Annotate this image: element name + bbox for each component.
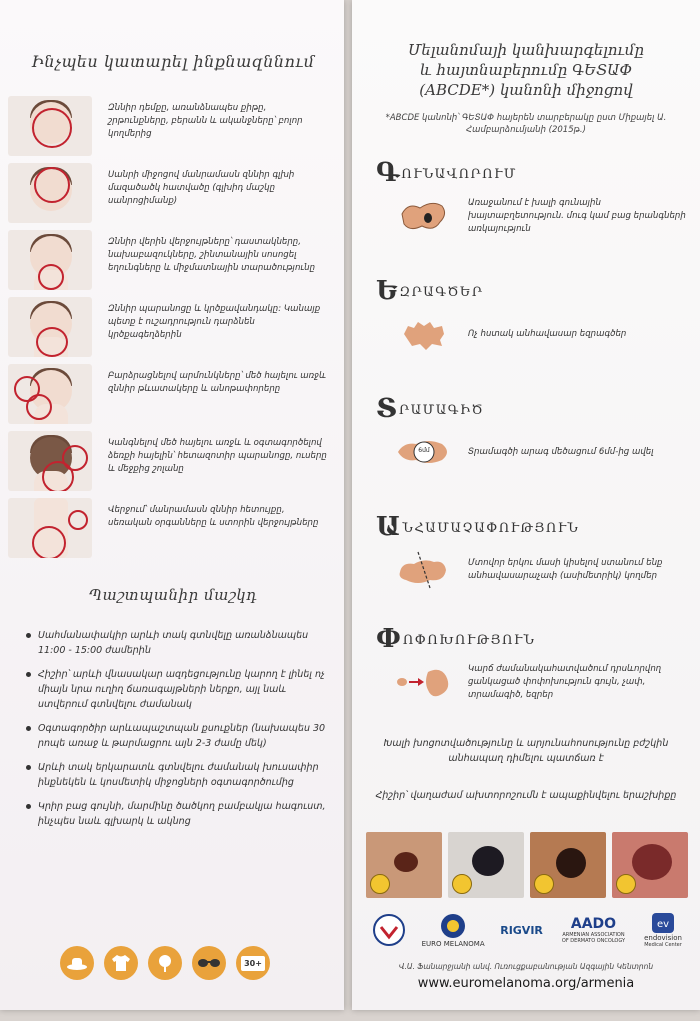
protection-tips (26, 628, 326, 838)
step-text: Վերջում՝ մանրամասն զննիր հետույքը, սեռական օրգանները և ստորին վերջույթները (108, 505, 319, 528)
tip-item: Սահմանափակիր արևի տակ գտնվելը առանձնապես 11:00 - 15:00 ժամերին (26, 628, 326, 658)
exam-step-scalp (8, 163, 338, 230)
exam-step-arms (8, 230, 338, 297)
title-line: Մելանոմայի կանխարգելումը (407, 41, 645, 59)
hat-icon (60, 946, 94, 980)
protection-icons (60, 946, 270, 980)
exam-step-back (8, 431, 338, 498)
criterion-title: ԱՆՀԱՄԱՉԱՓՈՒԹՅՈՒՆ (376, 512, 580, 542)
oncology-center-logo (372, 913, 406, 947)
organization-name: Վ.Ա. Ֆանարջյանի անվ. Ուռուցքաբանության Ազգային Կենտրոն (398, 962, 654, 971)
title-line: (ABCDE*) կանոնի միջոցով (419, 81, 633, 99)
protection-title: Պաշտպանիր մաշկդ (88, 586, 258, 604)
step-text: Կանգնելով մեծ հայելու առջև և օգտագործելով ձեռքի հայելին՝ հետազոտիր պարանոցը, ուսերը և մեջքից շոլանը (108, 438, 327, 474)
step-illustration (8, 163, 92, 223)
exam-step-legs (8, 498, 338, 565)
exam-step-armpits (8, 364, 338, 431)
title-line: և հայտնաբերումը ԳԵՏԱՓ (420, 61, 632, 79)
website-link[interactable]: www.euromelanoma.org/armenia (417, 976, 635, 991)
abcde-title (352, 40, 700, 100)
criterion-text: Տրամագծի արագ մեծացում 6մմ-ից ավել (468, 446, 654, 457)
irregular-mole-icon (394, 196, 454, 236)
early-detection-note: Հիշիր՝ վաղաժամ ախտորոշումն է ապաքինվելու երաշխիքը (375, 790, 677, 801)
step-text: Զննիր պարանոցը և կրծքավանդակը: Կանայք պետք է ուշադրություն դարձնեն կրծքագեղձերին (108, 304, 321, 340)
criterion-text: Կարճ ժամանակահատվածում դրսևորվող ցանկացած փոփոխություն գույն, չափ, տրամագիծ, եզրեր (468, 663, 662, 700)
bleeding-warning: Խալի խոցոտվածությունը և արյունահոսությունը բժշկին անհապաղ դիմելու պատճառ է (383, 738, 669, 764)
asymmetric-mole-icon (394, 550, 454, 590)
changing-mole-icon (394, 662, 454, 702)
abcde-note: *ABCDE կանոնի՝ ԳԵՏԱՓ հայերեն տարբերակը ըստ Միքայել Ա. Համբարձումյանի (2015թ.) (385, 113, 667, 135)
step-illustration (8, 297, 92, 357)
tip-item: Կրիր բաց գույնի, մարմինը ծածկող բամբակյա հագուստ, ինչպես նաև գլխարկ և ակնոց (26, 799, 326, 829)
criterion-title: ՏՐԱՄԱԳԻԾ (376, 394, 485, 424)
criterion-border (376, 276, 686, 354)
rigvir-logo: RIGVIR (500, 923, 543, 937)
smiley-icon (534, 874, 554, 894)
shirt-icon (104, 946, 138, 980)
criterion-asymmetry (376, 512, 686, 590)
self-exam-title: Ինչպես կատարել ինքնազննում (31, 52, 315, 71)
step-illustration (8, 96, 92, 156)
step-text: Զննիր վերին վերջույթները՝ դաստակները, նախաբազուկները, շինտանային սոսոցել եղունգները և միջմատնային տարածությունը (108, 237, 316, 273)
step-text: Սանրի միջոցով մանրամասն զննիր գլխի մազածածկ հատվածը (գլխիդ մաշկը սանրոցիմանք) (108, 170, 295, 206)
exam-step-face (8, 96, 338, 163)
criterion-title: ՓՈՓՈԽՈՒԹՅՈՒՆ (376, 624, 536, 654)
svg-text:ev: ev (656, 919, 670, 930)
criterion-diameter (376, 394, 686, 472)
mole-photo (366, 832, 442, 898)
tip-item: Հիշիր՝ արևի վնասակար ազդեցությունը կարող է լինել ոչ միայն նրա ուղիղ ճառագայթների ներքո, այլ նաև ստվերում գտնվելու ժամանակ (26, 667, 326, 712)
diameter-mole-icon: 6մմ (394, 432, 454, 472)
tip-item: Արևի տակ երկարատև գտնվելու ժամանակ խուսափիր ինքնեկեն և կոսմետիկ միջոցների օգտագործումից (26, 760, 326, 790)
criterion-text: Մտովոր երկու մասի կիսելով ստանում ենք անհավասարաչափ (ասիմետրիկ) կողմեր (468, 558, 663, 581)
endovision-logo: ev endovision Medical Center (644, 912, 682, 948)
self-exam-steps (8, 96, 338, 565)
criterion-text: Առաջանում է խալի գունային խայտաբղետություն. մուգ կամ բաց երանգների առկայություն (468, 197, 686, 234)
criterion-title: ԵԶՐԱԳԾԵՐ (376, 276, 484, 306)
smiley-icon (616, 874, 636, 894)
criterion-text: Ոչ հստակ անհավասար եզրագծեր (468, 328, 627, 339)
sunglasses-icon (192, 946, 226, 980)
step-illustration (8, 230, 92, 290)
smiley-icon (370, 874, 390, 894)
aado-logo: AADO ARMENIAN ASSOCIATION OF DERMATO ONCOLOGY (561, 916, 626, 944)
sponsor-logos (372, 912, 682, 948)
mole-photos (366, 832, 688, 898)
tip-item: Օգտագործիր արևապաշտպան քսուքներ (նախապես 30 րոպե առաջ և թարմացրու այն 2-3 ժամը մեկ) (26, 721, 326, 751)
right-panel (352, 0, 700, 1010)
mole-photo (530, 832, 606, 898)
criterion-evolution (376, 624, 686, 702)
step-illustration (8, 364, 92, 424)
mole-photo (448, 832, 524, 898)
criterion-title: ԳՈՒՆԱՎՈՐՈՒՄ (376, 158, 517, 188)
euro-melanoma-logo: EURO MELANOMA (422, 912, 485, 948)
step-illustration (8, 498, 92, 558)
step-text: Բարձրացնելով արմունկները՝ մեծ հայելու առջև զննիր թևատակերը և անոթափորերը (108, 371, 326, 394)
step-text: Զննիր դեմքը, առանձնապես քիթը, շրթունքները, բերանն և ականջները՝ բոլոր կողմերից (108, 103, 303, 139)
mole-photo (612, 832, 688, 898)
left-panel (0, 0, 344, 1010)
exam-step-chest (8, 297, 338, 364)
sunscreen-icon: 30+ (236, 946, 270, 980)
step-illustration (8, 431, 92, 491)
criterion-color (376, 158, 686, 236)
smiley-icon (452, 874, 472, 894)
tree-icon (148, 946, 182, 980)
jagged-mole-icon (394, 314, 454, 354)
